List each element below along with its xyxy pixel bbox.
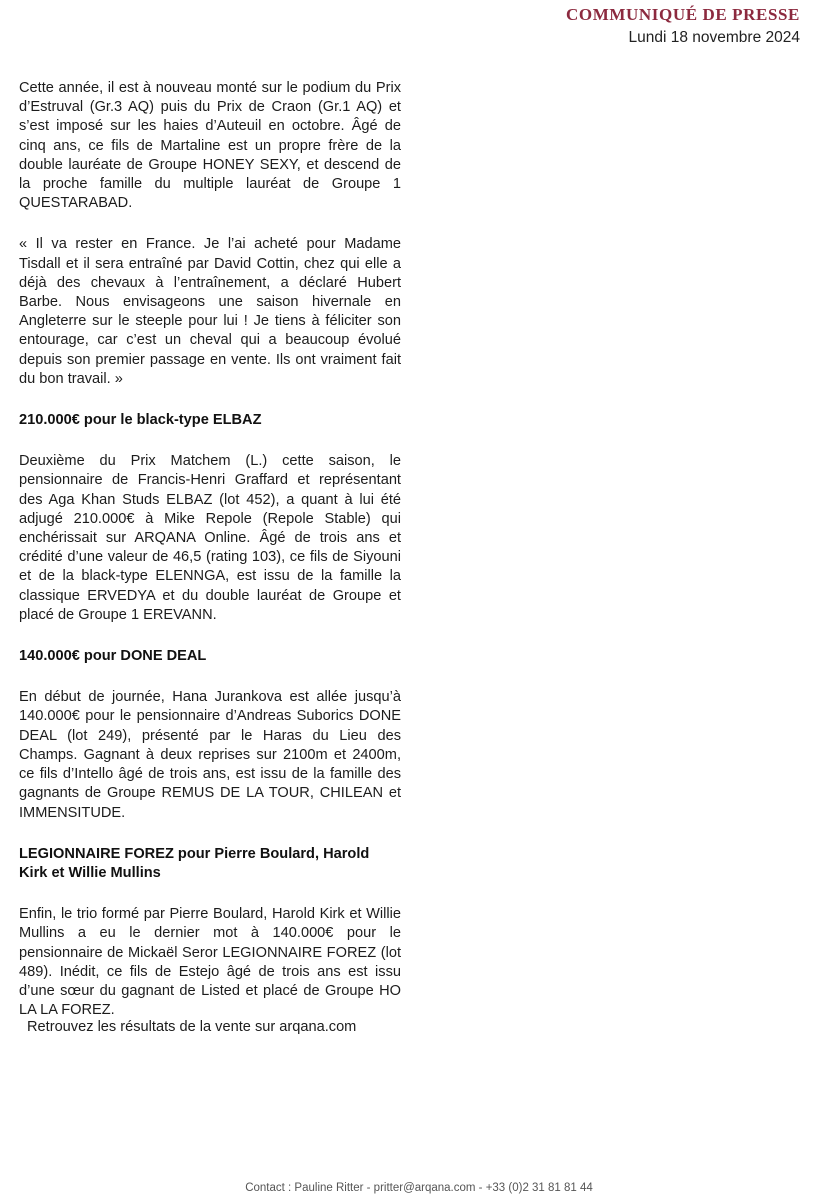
page-header (566, 4, 800, 49)
paragraph-elbaz: Deuxième du Prix Matchem (L.) cette saison, le pensionnaire de Francis-Henri Graffard et représentant des Aga Khan Studs ELBAZ (lot 452), a quant à lui été adjugé 210.000€ à Mike Repole (Repole Stable) qui enchérissait sur ARQANA Online. Âgé de trois ans et crédité d’une valeur de 46,5 (rating 103), ce fils de Siyouni et de la black-type ELENNGA, est issu de la famille la classique ERVEDYA et du double lauréat de Groupe et placé de Groupe 1 EREVANN. (19, 453, 401, 623)
heading-done-deal: 140.000€ pour DONE DEAL (19, 648, 207, 665)
paragraph-podium: Cette année, il est à nouveau monté sur le podium du Prix d’Estruval (Gr.3 AQ) puis du Prix de Craon (Gr.1 AQ) et s’est imposé sur les haies d’Auteuil en octobre. Âgé de cinq ans, ce fils de Martaline est un propre frère de la double lauréate de Groupe HONEY SEXY, et descend de la proche famille du multiple lauréat de Groupe 1 QUESTARABAD. (19, 80, 401, 212)
paragraph-legionnaire-forez: Enfin, le trio formé par Pierre Boulard, Harold Kirk et Willie Mullins a eu le dernier mot à 140.000€ pour le pensionnaire de Mickaël Seror LEGIONNAIRE FOREZ (lot 489). Inédit, ce fils de Estejo âgé de trois ans est issu d’une sœur du gagnant de Listed et placé de Groupe HO LA LA FOREZ. (19, 906, 401, 1019)
heading-legionnaire-forez: LEGIONNAIRE FOREZ pour Pierre Boulard, Harold Kirk et Willie Mullins (19, 845, 370, 881)
page-footer-contact: Contact : Pauline Ritter - pritter@arqana.com - +33 (0)2 31 81 81 44 (245, 1182, 593, 1194)
paragraph-done-deal: En début de journée, Hana Jurankova est allée jusqu’à 140.000€ pour le pensionnaire d’Andreas Suborics DONE DEAL (lot 249), présenté par le Haras du Lieu des Champs. Gagnant à deux reprises sur 2100m et 2400m, ce fils d’Intello âgé de trois ans, est issu de la famille des gagnants de Groupe REMUS DE LA TOUR, CHILEAN et IMMENSITUDE. (19, 689, 401, 821)
press-release-date: Lundi 18 novembre 2024 (628, 29, 800, 46)
closing-line: Retrouvez les résultats de la vente sur arqana.com (27, 1019, 357, 1035)
paragraph-quote: « Il va rester en France. Je l’ai acheté pour Madame Tisdall et il sera entraîné par David Cottin, chez qui elle a déjà des chevaux à l’entraînement, a déclaré Hubert Barbe. Nous envisageons une saison hivernale en Angleterre sur le steeple pour lui ! Je tiens à féliciter son entourage, car c’est un cheval qui a beaucoup évolué depuis son premier passage en vente. Ils ont vraiment fait du bon travail. » (19, 236, 401, 387)
article-body (19, 79, 401, 1020)
heading-elbaz: 210.000€ pour le black-type ELBAZ (19, 412, 262, 429)
press-release-title: COMMUNIQUÉ DE PRESSE (566, 5, 800, 24)
